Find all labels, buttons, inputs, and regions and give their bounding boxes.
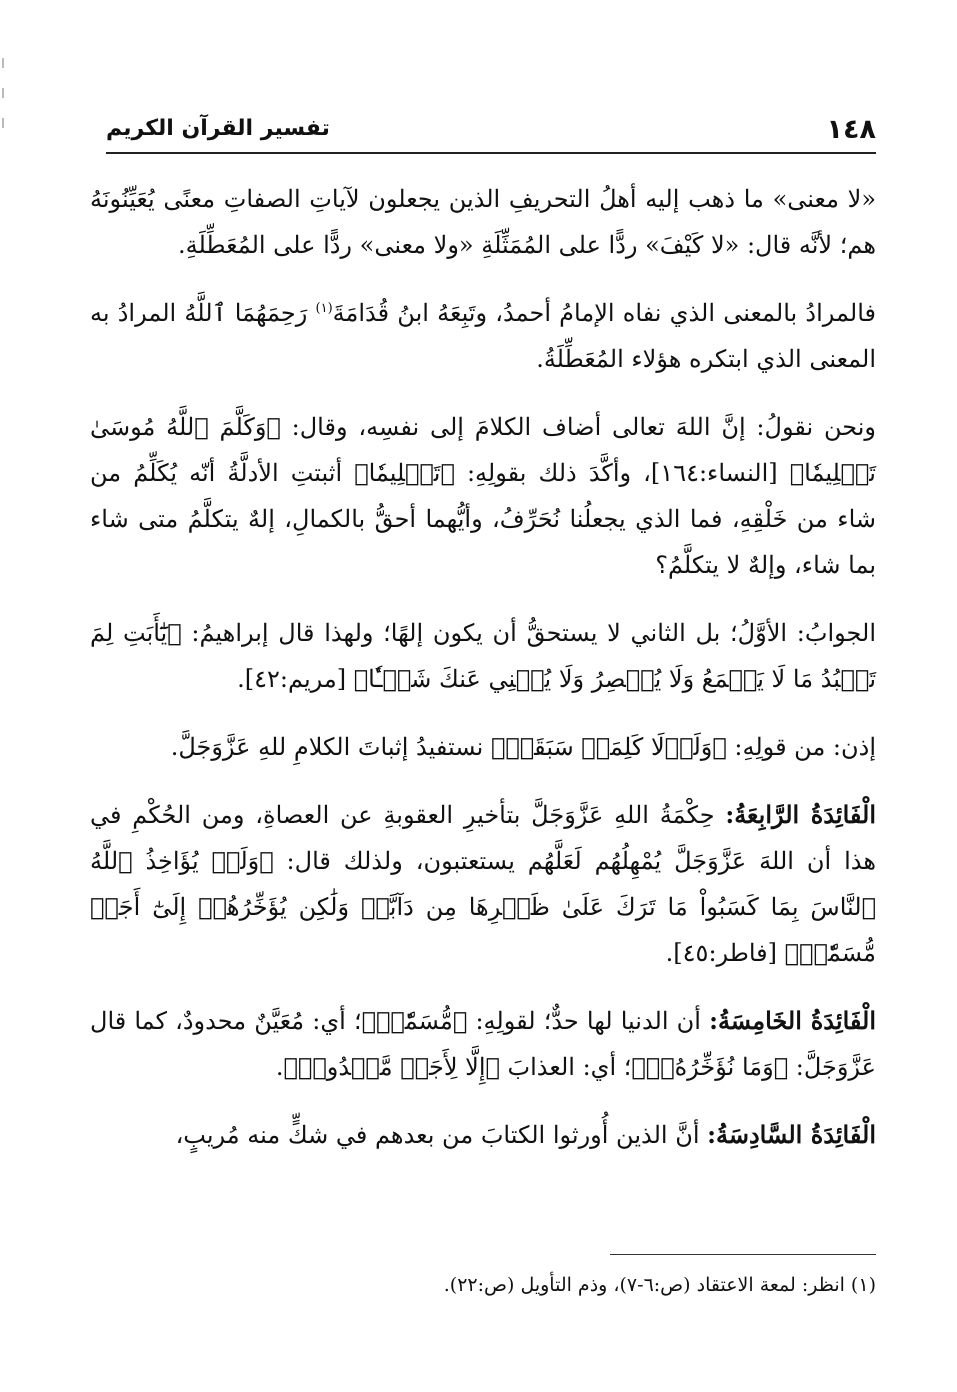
margin-mark (2, 88, 4, 98)
paragraph-text: أن الدنيا لها حدٌّ؛ لقولِهِ: ﴿مُّسَمّٗىۖ﴾؛ أي: مُعَيَّنٌ محدودٌ، كما قال عَزَّوَجَلَّ: ﴿وَمَا نُؤَخِّرُهُۥٓ﴾؛ أي: العذابَ ﴿إِلَّا لِأَجَلٖ مَّعۡدُودٖ﴾. (90, 1007, 876, 1081)
paragraph-text: ونحن نقولُ: إنَّ اللهَ تعالى أضاف الكلامَ إلى نفسِه، وقال: ﴿وَكَلَّمَ ٱللَّهُ مُوسَىٰ تَكۡلِيمٗا﴾ [النساء:١٦٤]، وأكَّدَ ذلك بقولِهِ: ﴿تَكۡلِيمٗا﴾ أثبتتِ الأدلَّةُ أنّه يُكَلِّمُ من شاء من خَلْقِهِ، فما الذي يجعلُنا نُحَرِّفُ، وأيُّهما أحقُّ بالكمالِ، إلهٌ يتكلَّمُ متى شاء بما شاء، وإلهٌ لا يتكلَّمُ؟ (90, 413, 876, 579)
paragraph-text: فالمرادُ بالمعنى الذي نفاه الإمامُ أحمدُ، وتَبِعَهُ ابنُ قُدَامَةَ (332, 299, 876, 327)
section-heading: الْفَائِدَةُ الخَامِسَةُ: (709, 1006, 876, 1035)
margin-mark (2, 118, 4, 128)
paragraph-text: «لا معنى» ما ذهب إليه أهلُ التحريفِ الذين يجعلون لآياتِ الصفاتِ معنًى يُعَيِّنُونَهُ هم؛ لأنَّه قال: «لا كَيْفَ» ردًّا على المُمَثِّلَةِ «ولا معنى» ردًّا على المُعَطِّلَةِ. (90, 185, 876, 259)
paragraph-text: حِكْمَةُ اللهِ عَزَّوَجَلَّ بتأخيرِ العقوبةِ عن العصاةِ، ومن الحُكْمِ في هذا أن اللهَ عَزَّوَجَلَّ يُمْهِلُهُم لَعَلَّهُم يستعتبون، ولذلك قال: ﴿وَلَوۡ يُؤَاخِذُ ٱللَّهُ ٱلنَّاسَ بِمَا كَسَبُواْ مَا تَرَكَ عَلَىٰ ظَهۡرِهَا مِن دَآبَّةٖ وَلَٰكِن يُؤَخِّرُهُمۡ إِلَىٰٓ أَجَلٖ مُّسَمّٗىۖ﴾ [فاطر:٤٥]. (90, 801, 876, 967)
paragraph (90, 290, 876, 382)
paragraph-text: أنَّ الذين أُورثوا الكتابَ من بعدهم في شكٍّ منه مُريبٍ، (175, 1121, 708, 1149)
section-heading: الْفَائِدَةُ الرَّابِعَةُ: (725, 800, 876, 829)
footnote-divider (610, 1254, 876, 1255)
paragraph (90, 176, 876, 268)
paragraph (90, 724, 876, 770)
footnote-text: (١) انظر: لمعة الاعتقاد (ص:٦-٧)، وذم التأويل (ص:٢٢). (443, 1274, 876, 1296)
header-divider (106, 152, 876, 154)
main-text (90, 176, 876, 1180)
footnote-marker[interactable]: (١) (315, 301, 333, 316)
paragraph (90, 1112, 876, 1158)
paragraph-text: الجوابُ: الأوَّلُ؛ بل الثاني لا يستحقُّ أن يكون إلهًا؛ ولهذا قال إبراهيمُ: ﴿يَٰٓأَبَتِ لِمَ تَعۡبُدُ مَا لَا يَسۡمَعُ وَلَا يُبۡصِرُ وَلَا يُغۡنِي عَنكَ شَيۡـٔٗا﴾ [مريم:٤٢]. (90, 619, 876, 693)
section-heading: الْفَائِدَةُ السَّادِسَةُ: (707, 1120, 876, 1149)
paragraph (90, 792, 876, 976)
page-number: ١٤٨ (826, 114, 876, 145)
book-title: تفسير القرآن الكريم (106, 116, 330, 141)
paragraph-text: إذن: من قولِهِ: ﴿وَلَوۡلَا كَلِمَةٞ سَبَقَتۡ﴾ نستفيدُ إثباتَ الكلامِ للهِ عَزَّوَجَلَّ. (170, 733, 876, 761)
paragraph (90, 610, 876, 702)
paragraph (90, 998, 876, 1090)
paragraph-text: رَحِمَهُمَا ٱللَّهُ المرادُ به المعنى الذي ابتكره هؤلاء المُعَطِّلَةُ. (90, 299, 876, 373)
footnote (90, 1270, 876, 1300)
running-header (106, 112, 876, 152)
paragraph (90, 404, 876, 588)
margin-mark (2, 58, 4, 68)
